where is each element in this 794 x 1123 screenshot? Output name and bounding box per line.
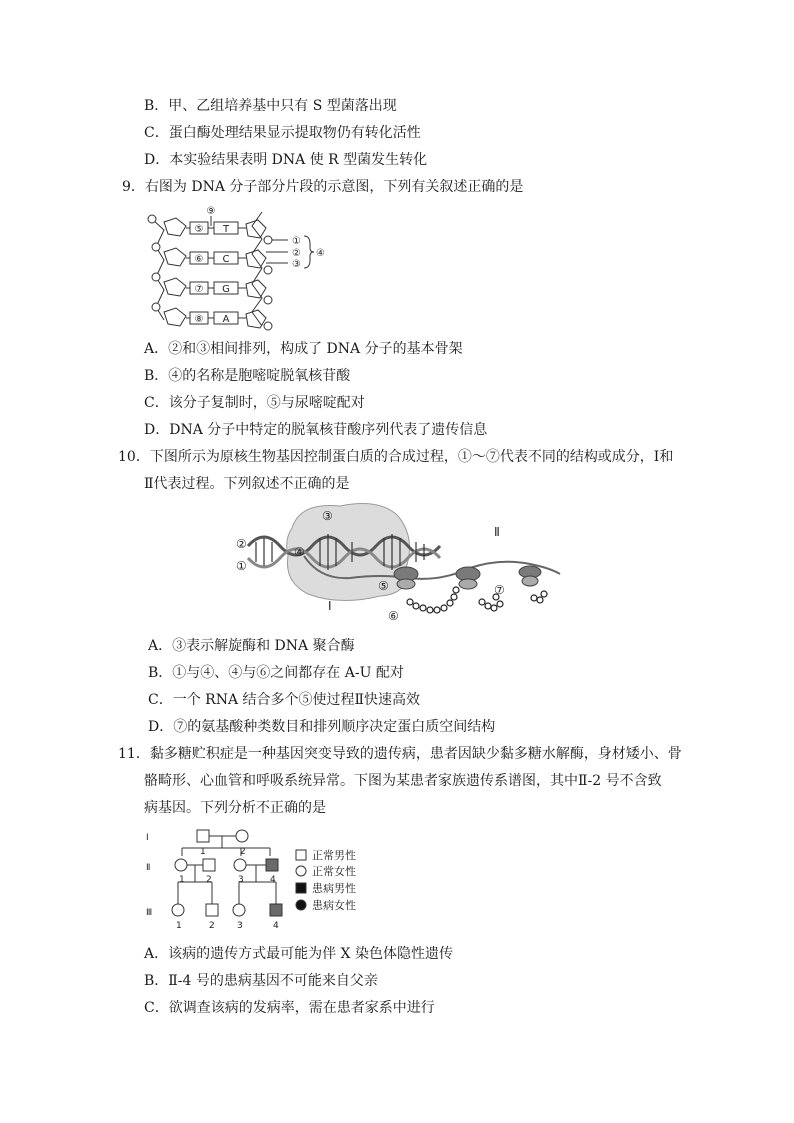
q11-stem-line1: 11．黏多糖贮积症是一种基因突变导致的遗传病，患者因缺少黏多糖水解酶，身材矮小、骨 xyxy=(118,746,682,762)
pedigree-iii-1-num: 1 xyxy=(176,921,182,931)
q9-label-4: ④ xyxy=(316,248,325,259)
q9-base-g: G xyxy=(222,284,230,295)
q10-label-1: ① xyxy=(236,559,247,573)
q10-label-4: ④ xyxy=(294,545,305,559)
dna-fragment-diagram xyxy=(142,204,342,334)
q10-label-2: ② xyxy=(236,537,247,551)
q11-stem-line2: 骼畸形、心血管和呼吸系统异常。下图为某患者家族遗传系谱图，其中Ⅱ-2 号不含致 xyxy=(144,773,662,789)
pedigree-ii-2-num: 2 xyxy=(206,875,212,885)
pedigree-iii-4-num: 4 xyxy=(273,921,279,931)
q9-label-1: ① xyxy=(292,236,301,247)
q9-label-3: ③ xyxy=(292,259,301,270)
pedigree-iii-3-num: 3 xyxy=(237,921,243,931)
q10-option-b: B．①与④、④与⑥之间都存在 A-U 配对 xyxy=(148,665,404,681)
legend-normal-female: 正常女性 xyxy=(312,865,356,878)
q11-option-c: C．欲调查该病的发病率，需在患者家系中进行 xyxy=(144,1000,435,1016)
q11-stem-line3: 病基因。下列分析不正确的是 xyxy=(144,800,326,816)
pedigree-ii-4-num: 4 xyxy=(270,875,276,885)
q10-stem-line1: 10．下图所示为原核生物基因控制蛋白质的合成过程，①～⑦代表不同的结构或成分，Ⅰ和 xyxy=(118,449,674,465)
q9-label-7: ⑦ xyxy=(194,284,204,295)
q10-label-7: ⑦ xyxy=(494,583,505,597)
pedigree-i-2-num: 2 xyxy=(240,847,246,857)
q9-label-5: ⑤ xyxy=(194,224,204,235)
q10-stem-line2: Ⅱ代表过程。下列叙述不正确的是 xyxy=(144,476,350,492)
pedigree-chart xyxy=(142,824,372,934)
q9-stem: 9．右图为 DNA 分子部分片段的示意图，下列有关叙述正确的是 xyxy=(122,179,524,195)
q9-option-b: B．④的名称是胞嘧啶脱氧核苷酸 xyxy=(144,368,351,384)
q10-option-a: A．③表示解旋酶和 DNA 聚合酶 xyxy=(148,638,355,654)
legend-normal-male: 正常男性 xyxy=(312,849,356,862)
pedigree-gen-3: Ⅲ xyxy=(146,908,153,918)
q8-option-c: C．蛋白酶处理结果显示提取物仍有转化活性 xyxy=(144,125,421,141)
pedigree-iii-2-num: 2 xyxy=(209,921,215,931)
q9-option-c: C．该分子复制时，⑤与尿嘧啶配对 xyxy=(144,395,365,411)
q10-process-1: Ⅰ xyxy=(328,599,332,613)
q10-process-2: Ⅱ xyxy=(494,525,500,539)
legend-affected-female: 患病女性 xyxy=(312,899,356,912)
q8-option-b: B．甲、乙组培养基中只有 S 型菌落出现 xyxy=(144,98,397,114)
q10-label-6: ⑥ xyxy=(388,609,399,623)
pedigree-ii-3-num: 3 xyxy=(238,875,244,885)
q9-base-a: A xyxy=(222,314,230,325)
q11-option-b: B．Ⅱ-4 号的患病基因不可能来自父亲 xyxy=(144,973,378,989)
q10-option-d: D．⑦的氨基酸种类数目和排列顺序决定蛋白质空间结构 xyxy=(148,719,496,735)
q11-option-a: A．该病的遗传方式最可能为伴 X 染色体隐性遗传 xyxy=(144,946,453,962)
q10-label-5: ⑤ xyxy=(378,579,389,593)
pedigree-ii-1-num: 1 xyxy=(179,875,185,885)
transcription-translation-diagram xyxy=(230,498,570,626)
q9-label-8: ⑧ xyxy=(194,314,204,325)
q9-label-2: ② xyxy=(292,248,301,259)
q9-option-a: A．②和③相间排列，构成了 DNA 分子的基本骨架 xyxy=(144,341,463,357)
q9-label-9: ⑨ xyxy=(206,206,216,217)
q9-option-d: D．DNA 分子中特定的脱氧核苷酸序列代表了遗传信息 xyxy=(144,422,488,438)
pedigree-gen-2: Ⅱ xyxy=(146,863,151,873)
q10-label-3: ③ xyxy=(322,509,333,523)
pedigree-gen-1: Ⅰ xyxy=(146,833,149,843)
pedigree-i-1-num: 1 xyxy=(200,847,206,857)
q10-option-c: C．一个 RNA 结合多个⑤使过程Ⅱ快速高效 xyxy=(148,692,421,708)
legend-affected-male: 患病男性 xyxy=(312,882,356,895)
q9-base-t: T xyxy=(222,224,230,235)
q9-base-c: C xyxy=(222,254,230,265)
q9-label-6: ⑥ xyxy=(194,254,204,265)
q8-option-d: D．本实验结果表明 DNA 使 R 型菌发生转化 xyxy=(144,152,428,168)
